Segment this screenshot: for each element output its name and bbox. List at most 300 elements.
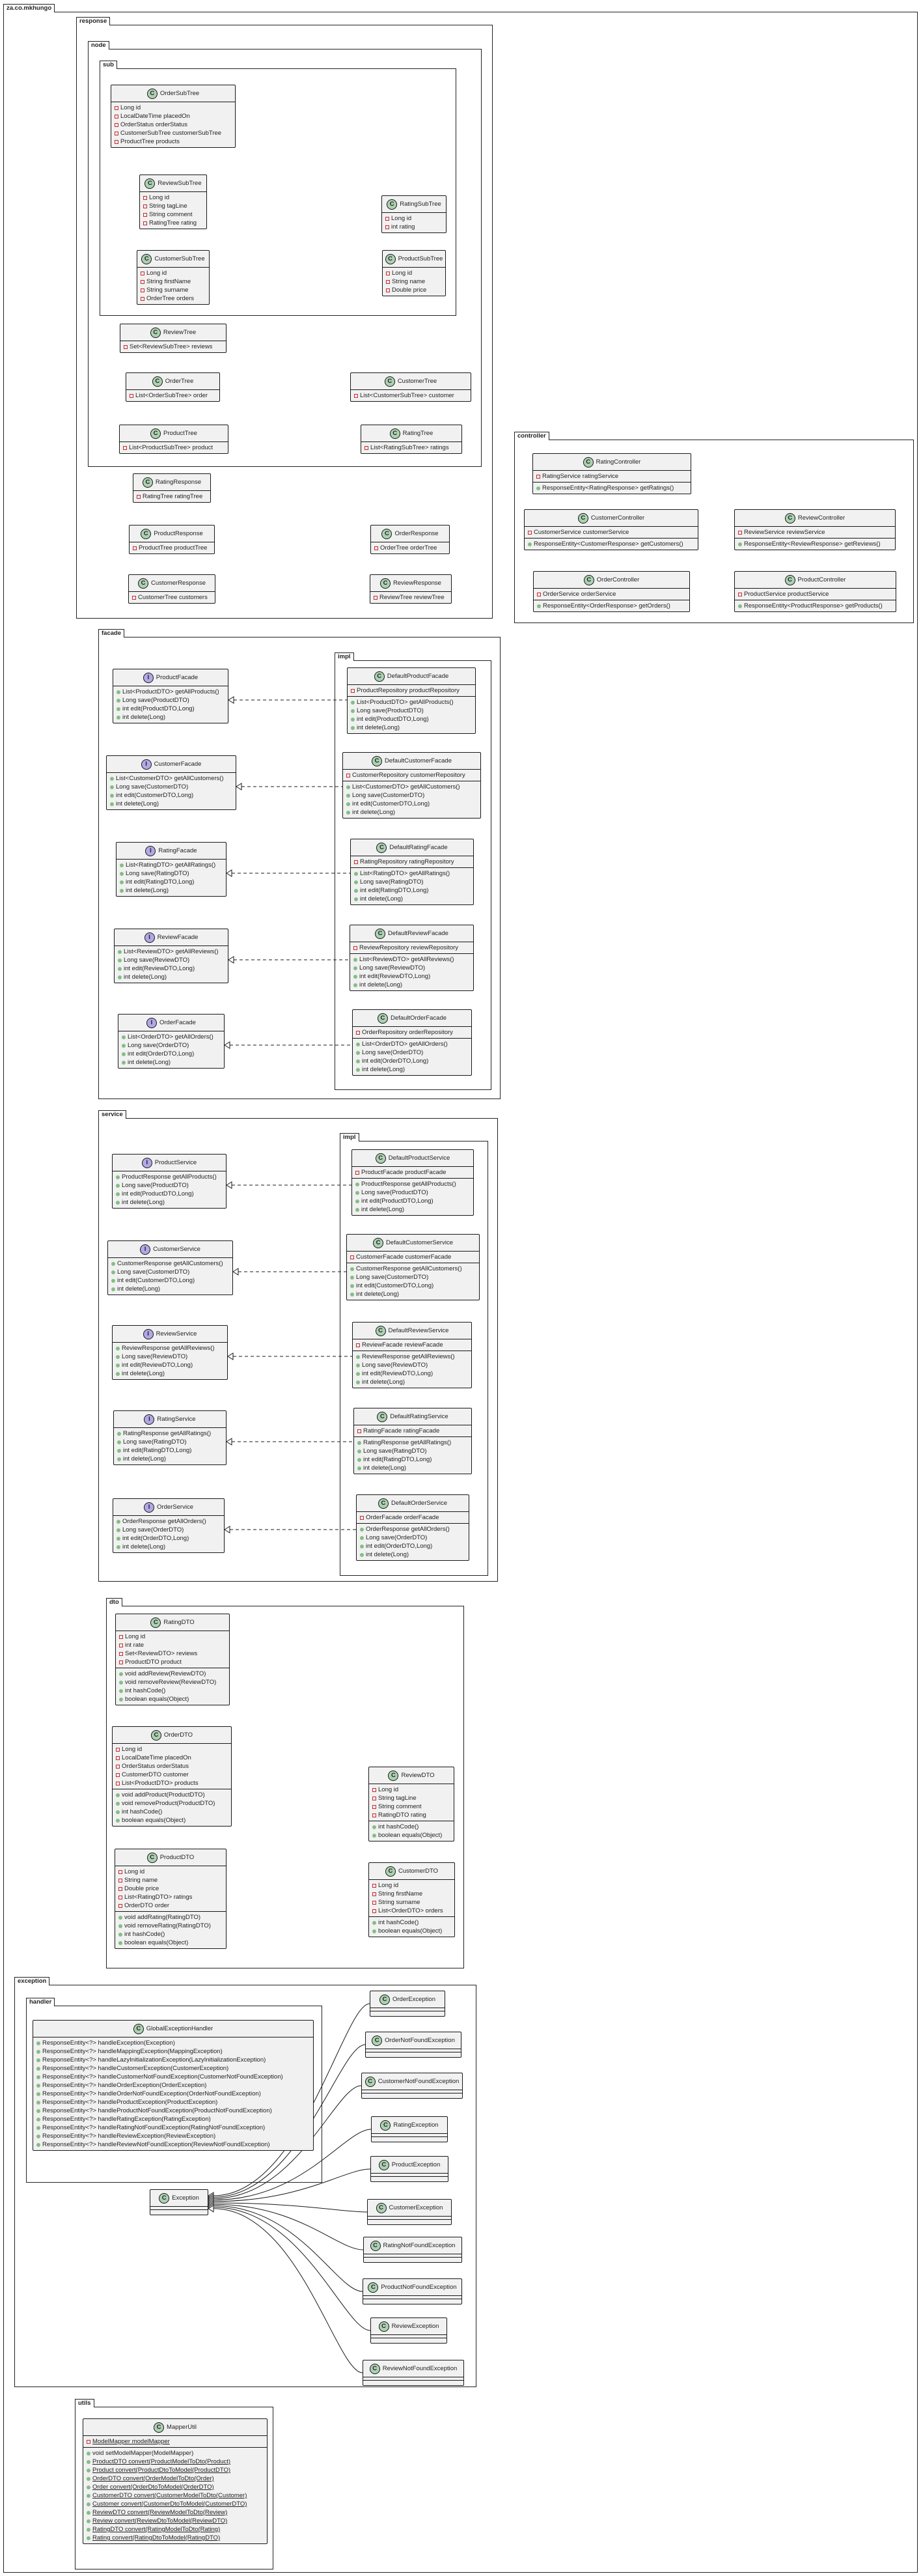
public-icon bbox=[111, 1270, 115, 1274]
class-default-review-service bbox=[352, 1322, 472, 1388]
public-icon bbox=[355, 1208, 359, 1212]
public-icon bbox=[36, 2101, 40, 2105]
member-text: int edit(CustomerDTO,Long) bbox=[352, 800, 430, 807]
interface-icon: I bbox=[140, 1244, 150, 1255]
class-field bbox=[118, 1884, 223, 1893]
class-header bbox=[343, 753, 480, 770]
class-header bbox=[115, 1849, 226, 1866]
private-icon bbox=[374, 596, 378, 600]
member-text: int edit(ReviewDTO,Long) bbox=[359, 973, 431, 980]
member-text: ReviewRepository reviewRepository bbox=[359, 944, 459, 951]
class-method bbox=[36, 2132, 310, 2140]
class-name: ReviewFacade bbox=[157, 934, 199, 941]
class-header bbox=[533, 454, 691, 471]
public-icon bbox=[117, 690, 120, 694]
member-text: List<CustomerSubTree> customer bbox=[360, 392, 454, 399]
private-icon bbox=[118, 1870, 122, 1874]
private-icon bbox=[354, 860, 358, 864]
public-icon bbox=[36, 2050, 40, 2054]
public-icon bbox=[116, 1192, 120, 1196]
class-name: CustomerNotFoundException bbox=[378, 2078, 460, 2085]
class-icon: C bbox=[133, 2024, 144, 2034]
private-icon bbox=[119, 1635, 123, 1639]
public-icon bbox=[357, 1449, 361, 1453]
class-name: ProductSubTree bbox=[398, 255, 443, 262]
private-icon bbox=[372, 1788, 376, 1792]
class-method bbox=[117, 688, 225, 696]
member-text: ResponseEntity<RatingResponse> getRatings() bbox=[542, 484, 674, 492]
class-icon: C bbox=[378, 1498, 389, 1509]
member-text: int delete(Long) bbox=[360, 895, 404, 903]
member-text: Long save(ReviewDTO) bbox=[122, 1353, 188, 1360]
class-header bbox=[382, 196, 446, 213]
class-default-product-facade bbox=[347, 667, 476, 734]
member-text: String surname bbox=[378, 1899, 420, 1906]
public-icon bbox=[36, 2067, 40, 2071]
public-icon bbox=[120, 872, 124, 876]
private-icon bbox=[537, 593, 541, 596]
class-field bbox=[116, 1745, 228, 1754]
member-text: ProductFacade productFacade bbox=[361, 1169, 447, 1176]
public-icon bbox=[351, 709, 355, 713]
public-icon bbox=[536, 486, 540, 490]
interface-icon: I bbox=[144, 932, 155, 943]
class-review-sub-tree bbox=[139, 175, 207, 229]
class-header bbox=[371, 525, 449, 542]
class-name: DefaultOrderFacade bbox=[390, 1015, 447, 1022]
member-text: CustomerSubTree customerSubTree bbox=[120, 130, 222, 137]
class-header bbox=[368, 2200, 451, 2217]
public-icon bbox=[117, 1457, 121, 1461]
class-field bbox=[356, 1028, 468, 1037]
class-field bbox=[123, 443, 225, 452]
member-text: ResponseEntity<?> handleLazyInitializationException(LazyInitializationException) bbox=[42, 2056, 266, 2064]
member-text: OrderFacade orderFacade bbox=[366, 1514, 439, 1521]
public-icon bbox=[110, 794, 114, 798]
class-field bbox=[738, 590, 892, 598]
private-icon bbox=[350, 1255, 354, 1259]
class-method bbox=[117, 1517, 221, 1526]
class-method bbox=[120, 861, 223, 869]
class-name: DefaultRatingFacade bbox=[389, 844, 448, 851]
public-icon bbox=[353, 958, 357, 962]
public-icon bbox=[119, 1672, 123, 1676]
member-text: Long id bbox=[391, 215, 412, 222]
member-text: Long save(ReviewDTO) bbox=[362, 1362, 428, 1369]
public-icon bbox=[372, 1834, 376, 1838]
member-text: Review convert(ReviewDtoToModel(ReviewDTO) bbox=[92, 2517, 228, 2525]
class-method bbox=[350, 1281, 476, 1290]
class-field bbox=[141, 269, 206, 277]
class-field bbox=[385, 223, 443, 231]
class-customer-facade bbox=[106, 755, 236, 810]
class-header bbox=[353, 1010, 471, 1027]
class-field bbox=[87, 2437, 264, 2446]
member-text: ResponseEntity<CustomerResponse> getCustomers() bbox=[534, 540, 683, 548]
class-header bbox=[113, 1155, 226, 1171]
class-field bbox=[143, 219, 203, 227]
class-rating-not-found-exception bbox=[363, 2237, 462, 2263]
member-text: int delete(Long) bbox=[128, 1059, 171, 1066]
class-method bbox=[120, 869, 223, 878]
class-icon: C bbox=[388, 1771, 398, 1781]
public-icon bbox=[356, 1372, 360, 1376]
member-text: String name bbox=[124, 1877, 158, 1884]
member-text: List<ReviewDTO> getAllReviews() bbox=[359, 956, 454, 963]
private-icon bbox=[115, 132, 118, 135]
class-default-customer-service bbox=[346, 1234, 480, 1300]
class-rating-controller bbox=[532, 453, 691, 494]
public-icon bbox=[738, 542, 742, 546]
public-icon bbox=[355, 1199, 359, 1203]
public-icon bbox=[537, 604, 541, 608]
class-field bbox=[360, 1513, 465, 1522]
member-text: Long save(CustomerDTO) bbox=[117, 1268, 190, 1276]
package-label: controller bbox=[514, 432, 549, 440]
class-field bbox=[116, 1754, 228, 1762]
class-method bbox=[357, 1438, 468, 1447]
member-text: int edit(CustomerDTO,Long) bbox=[117, 1277, 195, 1284]
member-text: ResponseEntity<?> handleCustomerException(CustomerException) bbox=[42, 2065, 229, 2072]
class-name: RatingController bbox=[596, 458, 641, 466]
public-icon bbox=[117, 1545, 120, 1549]
class-header bbox=[108, 1241, 232, 1258]
class-default-rating-service bbox=[353, 1408, 472, 1474]
class-header bbox=[364, 2237, 461, 2254]
class-method bbox=[116, 1799, 228, 1808]
public-icon bbox=[116, 1802, 120, 1806]
class-method bbox=[122, 1041, 221, 1050]
class-method bbox=[356, 1361, 468, 1369]
class-method bbox=[118, 1913, 223, 1922]
class-field bbox=[372, 1890, 451, 1898]
class-method bbox=[118, 947, 225, 956]
class-method bbox=[36, 2098, 310, 2107]
member-text: List<CustomerDTO> getAllCustomers() bbox=[352, 783, 460, 791]
class-method bbox=[354, 895, 470, 903]
class-header bbox=[118, 1015, 224, 1031]
class-method bbox=[118, 1922, 223, 1930]
class-method bbox=[118, 964, 225, 973]
package-label: facade bbox=[98, 629, 124, 637]
public-icon bbox=[350, 1284, 354, 1288]
class-header bbox=[114, 1411, 226, 1428]
member-text: void addProduct(ProductDTO) bbox=[122, 1791, 205, 1799]
member-text: String firstName bbox=[378, 1890, 423, 1897]
member-text: int edit(CustomerDTO,Long) bbox=[356, 1282, 434, 1289]
class-method bbox=[355, 1188, 470, 1197]
public-icon bbox=[353, 983, 357, 987]
class-field bbox=[738, 528, 892, 537]
class-method bbox=[117, 1534, 221, 1543]
private-icon bbox=[386, 280, 390, 284]
class-field bbox=[372, 1881, 451, 1890]
class-method bbox=[116, 1190, 223, 1198]
class-name: CustomerSubTree bbox=[154, 255, 205, 262]
class-icon: C bbox=[390, 428, 400, 439]
class-name: ProductController bbox=[797, 576, 846, 583]
class-name: OrderSubTree bbox=[159, 90, 200, 97]
class-field bbox=[386, 269, 442, 277]
class-method bbox=[118, 956, 225, 964]
member-text: void removeProduct(ProductDTO) bbox=[122, 1800, 215, 1807]
public-icon bbox=[122, 1035, 126, 1039]
compartment-divider bbox=[83, 2447, 267, 2448]
class-icon: C bbox=[380, 578, 391, 589]
public-icon bbox=[354, 897, 358, 901]
member-text: Long save(ProductDTO) bbox=[361, 1189, 428, 1196]
compartment-divider bbox=[354, 1436, 471, 1437]
class-name: RatingException bbox=[393, 2121, 439, 2129]
public-icon bbox=[87, 2536, 90, 2540]
public-icon bbox=[122, 1052, 126, 1056]
class-review-facade bbox=[114, 929, 228, 983]
public-icon bbox=[346, 811, 350, 815]
member-text: OrderStatus orderStatus bbox=[122, 1763, 189, 1770]
private-icon bbox=[386, 272, 390, 275]
member-text: int rating bbox=[391, 223, 415, 231]
private-icon bbox=[87, 2440, 90, 2444]
member-text: int hashCode() bbox=[125, 1687, 166, 1694]
public-icon bbox=[119, 1698, 123, 1701]
public-icon bbox=[372, 1929, 376, 1933]
class-icon: C bbox=[376, 843, 387, 853]
class-icon: C bbox=[377, 1412, 387, 1422]
class-name: RatingTree bbox=[402, 430, 433, 437]
public-icon bbox=[355, 1183, 359, 1186]
class-icon: C bbox=[368, 2282, 378, 2293]
public-icon bbox=[110, 785, 114, 789]
public-icon bbox=[117, 699, 120, 703]
member-text: String surname bbox=[146, 287, 189, 294]
private-icon bbox=[738, 531, 742, 535]
class-method bbox=[117, 713, 225, 721]
class-name: ProductService bbox=[154, 1159, 197, 1166]
class-method bbox=[357, 1464, 468, 1472]
class-name: RatingSubTree bbox=[400, 201, 441, 208]
class-header bbox=[150, 2190, 208, 2207]
class-icon: C bbox=[584, 575, 594, 585]
public-icon bbox=[356, 1355, 360, 1359]
class-name: CustomerDTO bbox=[398, 1868, 439, 1875]
member-text: int rate bbox=[125, 1642, 144, 1649]
class-product-sub-tree bbox=[382, 250, 446, 296]
class-method bbox=[537, 602, 686, 610]
class-name: DefaultReviewFacade bbox=[388, 930, 448, 937]
class-field bbox=[141, 294, 206, 303]
interface-icon: I bbox=[141, 759, 152, 770]
member-text: int hashCode() bbox=[124, 1931, 165, 1938]
class-name: ProductDTO bbox=[159, 1854, 195, 1861]
private-icon bbox=[123, 446, 127, 450]
class-field bbox=[536, 472, 687, 481]
public-icon bbox=[360, 1536, 364, 1540]
class-method bbox=[356, 1040, 468, 1048]
member-text: Long id bbox=[149, 194, 170, 201]
class-field bbox=[372, 1898, 451, 1907]
compartment-divider bbox=[350, 953, 473, 954]
class-method bbox=[116, 1369, 224, 1378]
class-icon: C bbox=[152, 376, 163, 387]
class-method bbox=[116, 1198, 223, 1207]
class-review-response bbox=[370, 574, 452, 604]
member-text: int delete(Long) bbox=[116, 800, 159, 807]
public-icon bbox=[117, 1440, 121, 1444]
member-text: int edit(ReviewDTO,Long) bbox=[122, 1362, 193, 1369]
public-icon bbox=[354, 880, 358, 884]
class-method bbox=[36, 2064, 310, 2073]
class-method bbox=[356, 1352, 468, 1361]
compartment-divider bbox=[150, 2209, 208, 2210]
public-icon bbox=[117, 1537, 120, 1541]
private-icon bbox=[360, 1516, 364, 1520]
private-icon bbox=[119, 1652, 123, 1656]
public-icon bbox=[351, 726, 355, 730]
private-icon bbox=[115, 123, 118, 127]
member-text: ResponseEntity<ReviewResponse> getReviews() bbox=[744, 540, 881, 548]
member-text: Set<ReviewSubTree> reviews bbox=[130, 343, 213, 350]
class-method bbox=[117, 1429, 223, 1438]
member-text: Long id bbox=[146, 270, 167, 277]
interface-icon: I bbox=[142, 1158, 152, 1168]
private-icon bbox=[143, 213, 147, 217]
compartment-divider bbox=[371, 2176, 448, 2177]
member-text: List<RatingDTO> getAllRatings() bbox=[126, 861, 216, 869]
public-icon bbox=[116, 1810, 120, 1814]
class-field bbox=[119, 1649, 226, 1658]
class-header bbox=[353, 1323, 471, 1339]
public-icon bbox=[116, 1364, 120, 1367]
class-method bbox=[116, 1344, 224, 1352]
public-icon bbox=[36, 2126, 40, 2130]
public-icon bbox=[357, 1466, 361, 1470]
private-icon bbox=[118, 1904, 122, 1908]
member-text: ProductTree productTree bbox=[139, 544, 208, 552]
class-header bbox=[370, 1991, 445, 2008]
class-icon: C bbox=[141, 254, 152, 264]
class-field bbox=[356, 1341, 468, 1349]
member-text: int delete(Long) bbox=[122, 714, 166, 721]
private-icon bbox=[356, 1031, 360, 1035]
class-icon: C bbox=[375, 929, 385, 939]
member-text: RatingTree rating bbox=[149, 219, 197, 227]
member-text: int delete(Long) bbox=[122, 1543, 166, 1550]
public-icon bbox=[36, 2135, 40, 2138]
public-icon bbox=[119, 1681, 123, 1685]
member-text: Long id bbox=[120, 104, 141, 111]
public-icon bbox=[36, 2092, 40, 2096]
member-text: Long save(OrderDTO) bbox=[128, 1042, 189, 1049]
class-icon: C bbox=[150, 428, 161, 439]
class-name: RatingDTO bbox=[163, 1619, 195, 1626]
member-text: ResponseEntity<?> handleReviewException(ReviewException) bbox=[42, 2133, 216, 2140]
class-field bbox=[124, 343, 223, 351]
class-name: OrderNotFoundException bbox=[385, 2037, 455, 2044]
private-icon bbox=[143, 196, 147, 200]
class-name: OrderTree bbox=[165, 378, 194, 385]
class-method bbox=[351, 723, 472, 732]
member-text: OrderStatus orderStatus bbox=[120, 121, 187, 128]
class-icon: C bbox=[381, 529, 392, 539]
member-text: ReviewService reviewService bbox=[744, 529, 825, 536]
member-text: int edit(RatingDTO,Long) bbox=[123, 1447, 192, 1454]
class-header bbox=[120, 324, 226, 341]
class-default-customer-facade bbox=[342, 752, 481, 819]
class-review-controller bbox=[734, 509, 896, 550]
member-text: List<ProductDTO> products bbox=[122, 1780, 199, 1787]
class-method bbox=[122, 1033, 221, 1041]
class-field bbox=[115, 129, 232, 137]
class-icon: C bbox=[385, 376, 395, 387]
class-field bbox=[115, 120, 232, 129]
class-method bbox=[87, 2491, 264, 2500]
class-method bbox=[360, 1533, 465, 1542]
member-text: ResponseEntity<ProductResponse> getProducts() bbox=[744, 602, 883, 609]
class-field bbox=[119, 1641, 226, 1649]
class-name: ReviewException bbox=[391, 2323, 439, 2330]
member-text: int delete(Long) bbox=[357, 724, 400, 731]
class-order-sub-tree bbox=[111, 85, 236, 148]
class-method bbox=[356, 1369, 468, 1378]
member-text: List<RatingDTO> getAllRatings() bbox=[360, 870, 450, 877]
private-icon bbox=[116, 1756, 120, 1760]
public-icon bbox=[350, 1276, 354, 1280]
class-method bbox=[87, 2517, 264, 2525]
class-customer-sub-tree bbox=[137, 250, 210, 305]
public-icon bbox=[355, 1191, 359, 1195]
package-label: service bbox=[98, 1110, 126, 1119]
public-icon bbox=[87, 2485, 90, 2489]
class-header bbox=[361, 425, 461, 442]
member-text: int edit(ProductDTO,Long) bbox=[122, 705, 195, 712]
member-text: ProductService productService bbox=[744, 591, 829, 598]
class-name: DefaultCustomerFacade bbox=[385, 757, 452, 764]
class-method bbox=[354, 878, 470, 886]
class-icon: C bbox=[385, 1866, 396, 1877]
class-header bbox=[735, 572, 896, 589]
private-icon bbox=[116, 1782, 120, 1785]
class-method bbox=[87, 2449, 264, 2457]
class-method bbox=[118, 973, 225, 981]
class-field bbox=[133, 544, 211, 552]
private-icon bbox=[372, 1884, 376, 1888]
member-text: int edit(RatingDTO,Long) bbox=[126, 878, 195, 886]
interface-icon: I bbox=[146, 1018, 157, 1028]
class-field bbox=[115, 104, 232, 112]
class-method bbox=[346, 800, 477, 808]
private-icon bbox=[374, 546, 378, 550]
private-icon bbox=[133, 546, 137, 550]
member-text: int edit(CustomerDTO,Long) bbox=[116, 792, 194, 799]
member-text: int hashCode() bbox=[122, 1808, 163, 1815]
class-method bbox=[119, 1695, 226, 1703]
class-method bbox=[356, 1057, 468, 1065]
member-text: List<CustomerDTO> getAllCustomers() bbox=[116, 775, 224, 782]
public-icon bbox=[350, 1293, 354, 1296]
class-method bbox=[36, 2056, 310, 2064]
class-name: DefaultReviewService bbox=[388, 1327, 449, 1334]
class-product-exception bbox=[370, 2156, 448, 2182]
class-icon: C bbox=[159, 2193, 169, 2204]
member-text: Long save(ProductDTO) bbox=[357, 707, 424, 714]
class-header bbox=[351, 373, 471, 390]
class-method bbox=[111, 1259, 229, 1268]
class-method bbox=[116, 1361, 224, 1369]
class-method bbox=[87, 2474, 264, 2483]
member-text: boolean equals(Object) bbox=[122, 1817, 186, 1824]
class-icon: C bbox=[376, 1153, 386, 1164]
class-review-tree bbox=[120, 324, 227, 353]
